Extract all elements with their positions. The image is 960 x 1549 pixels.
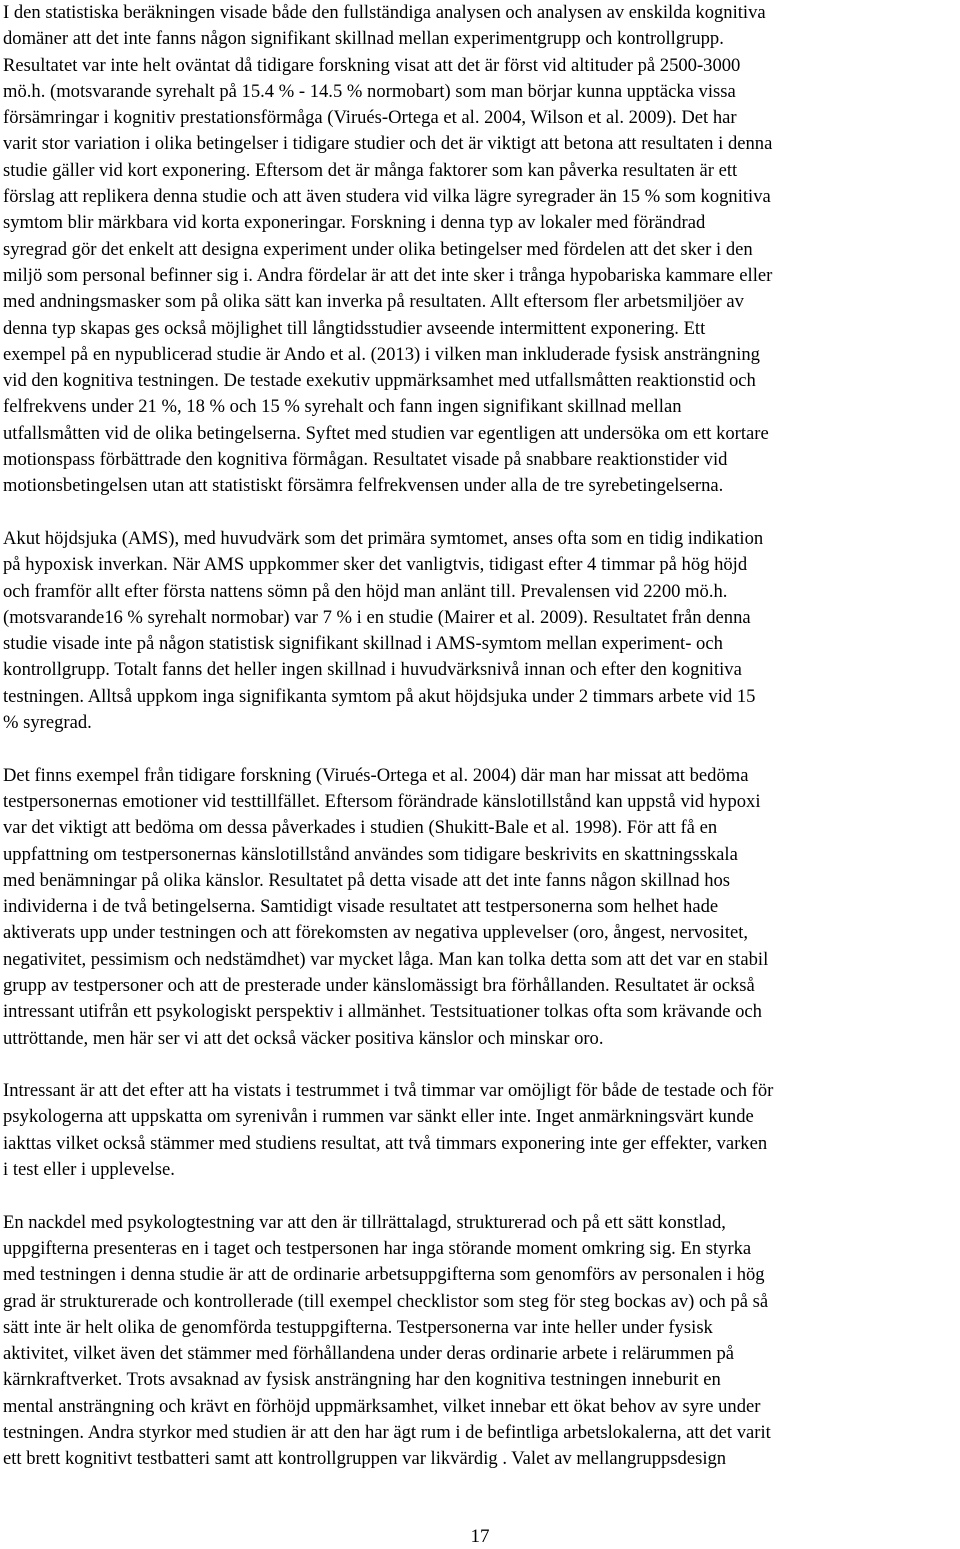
text-line: mental ansträngning och krävt en förhöjd uppmärksamhet, vilket innebar ett ökat behov av syre under bbox=[3, 1395, 761, 1417]
text-line: uttröttande, men här ser vi att det också väcker positiva känslor och minskar oro. bbox=[3, 1027, 604, 1049]
text-line: med testningen i denna studie är att de ordinarie arbetsuppgifterna som genomförs av personalen i hög bbox=[3, 1264, 765, 1286]
text-line: försämringar i kognitiv prestationsförmåga (Virués-Ortega et al. 2004, Wilson et al. 2009). Det har bbox=[3, 107, 737, 129]
text-line: i test eller i upplevelse. bbox=[3, 1159, 175, 1181]
paragraph bbox=[3, 1210, 957, 1473]
text-line: motionspass förbättrade den kognitiva förmågan. Resultatet visade på snabbare reaktionstider vid bbox=[3, 449, 728, 471]
text-line: denna typ skapas ges också möjlighet till långtidsstudier avseende intermittent exponering. Ett bbox=[3, 317, 706, 339]
text-line: Resultatet var inte helt oväntat då tidigare forskning visat att det är först vid altituder på 2500-3000 bbox=[3, 54, 741, 76]
text-line: studie gäller vid kort exponering. Eftersom det är många faktorer som kan påverka resultaten är ett bbox=[3, 159, 738, 181]
text-line: och framför allt efter första nattens sömn på den höjd man anlänt till. Prevalensen vid 2200 mö.h. bbox=[3, 580, 728, 602]
paragraph bbox=[3, 763, 957, 1052]
text-line: studie visade inte på någon statistisk signifikant skillnad i AMS-symtom mellan experiment- och bbox=[3, 633, 723, 655]
text-line: uppfattning om testpersonernas känslotillstånd användes som tidigare beskrivits en skattningsskala bbox=[3, 843, 738, 865]
text-line: negativitet, pessimism och nedstämdhet) var mycket låga. Man kan tolka detta som att det var en stabil bbox=[3, 948, 769, 970]
text-line: miljö som personal befinner sig i. Andra fördelar är att det inte sker i trånga hypobariska kammare eller bbox=[3, 264, 773, 286]
text-line: testningen. Alltså uppkom inga signifikanta symtom på akut höjdsjuka under 2 timmars arbete vid 15 bbox=[3, 685, 756, 707]
text-line: grupp av testpersoner och att de presterade under känslomässigt bra förhållanden. Resultatet är också bbox=[3, 974, 755, 996]
text-line: syregrad gör det enkelt att designa experiment under olika betingelser med fördelen att det sker i den bbox=[3, 238, 753, 260]
text-line: på hypoxisk inverkan. När AMS uppkommer sker det vanligtvis, tidigast efter 4 timmar på hög höjd bbox=[3, 554, 748, 576]
text-line: varit stor variation i olika betingelser i tidigare studier och det är viktigt att betona att resultaten i denna bbox=[3, 133, 773, 155]
text-line: felfrekvens under 21 %, 18 % och 15 % syrehalt och fann ingen signifikant skillnad mellan bbox=[3, 396, 682, 418]
text-line: testpersonernas emotioner vid testtillfället. Eftersom förändrade känslotillstånd kan uppstå vid hypoxi bbox=[3, 790, 761, 812]
text-line: individerna i de två betingelserna. Samtidigt visade resultatet att testpersonerna som helhet hade bbox=[3, 896, 719, 918]
page-number: 17 bbox=[470, 1526, 490, 1547]
text-line: Akut höjdsjuka (AMS), med huvudvärk som det primära symtomet, anses ofta som en tidig indikation bbox=[3, 527, 764, 549]
text-line: grad är strukturerade och kontrollerade (till exempel checklistor som steg för steg bockas av) och på så bbox=[3, 1290, 769, 1312]
text-line: intressant utifrån ett psykologiskt perspektiv i allmänhet. Testsituationer tolkas ofta som krävande och bbox=[3, 1001, 762, 1023]
text-line: (motsvarande16 % syrehalt normobar) var 7 % i en studie (Mairer et al. 2009). Resultatet från denna bbox=[3, 606, 751, 628]
text-line: % syregrad. bbox=[3, 712, 92, 734]
text-line: domäner att det inte fanns någon signifikant skillnad mellan experimentgrupp och kontrollgrupp. bbox=[3, 28, 724, 50]
text-line: iakttas vilket också stämmer med studiens resultat, att två timmars exponering inte ger effekter, varken bbox=[3, 1132, 768, 1154]
text-line: mö.h. (motsvarande syrehalt på 15.4 % - 14.5 % normobart) som man börjar kunna upptäcka vissa bbox=[3, 80, 736, 102]
text-line: med andningsmasker som på olika sätt kan inverka på resultaten. Allt eftersom fler arbetsmiljöer av bbox=[3, 291, 744, 313]
text-line: förslag att replikera denna studie och att även studera vid vilka lägre syregrader än 15 % som kognitiva bbox=[3, 186, 771, 208]
text-line: aktivitet, vilket även det stämmer med förhållandena under deras ordinarie arbete i relärummen på bbox=[3, 1343, 735, 1365]
text-line: kärnkraftverket. Trots avsaknad av fysisk ansträngning har den kognitiva testningen inneburit en bbox=[3, 1369, 721, 1391]
text-line: uppgifterna presenteras en i taget och testpersonen har inga störande moment omkring sig. En styrka bbox=[3, 1237, 752, 1259]
text-line: motionsbetingelsen utan att statistiskt försämra felfrekvensen under alla de tre syrebetingelserna. bbox=[3, 475, 724, 497]
text-line: psykologerna att uppskatta om syrenivån i rummen var sänkt eller inte. Inget anmärkningsvärt kunde bbox=[3, 1106, 754, 1128]
text-line: En nackdel med psykologtestning var att den är tillrättalagd, strukturerad och på ett sätt konstlad, bbox=[3, 1211, 726, 1233]
text-line: aktiverats upp under testningen och att förekomsten av negativa upplevelser (oro, ångest, nervositet, bbox=[3, 922, 749, 944]
text-line: testningen. Andra styrkor med studien är att den har ägt rum i de befintliga arbetslokalerna, att det varit bbox=[3, 1422, 771, 1444]
body-text bbox=[3, 0, 957, 1473]
paragraph bbox=[3, 0, 957, 500]
text-line: med benämningar på olika känslor. Resultatet på detta visade att det inte fanns någon skillnad hos bbox=[3, 869, 731, 891]
text-line: sätt inte är helt olika de genomförda testuppgifterna. Testpersonerna var inte heller under fysisk bbox=[3, 1316, 713, 1338]
text-line: vid den kognitiva testningen. De testade exekutiv uppmärksamhet med utfallsmåtten reaktionstid och bbox=[3, 370, 756, 392]
text-line: kontrollgrupp. Totalt fanns det heller ingen skillnad i huvudvärksnivå innan och efter den kognitiva bbox=[3, 659, 742, 681]
paragraph bbox=[3, 1078, 957, 1183]
text-line: exempel på en nypublicerad studie är Ando et al. (2013) i vilken man inkluderade fysisk ansträngning bbox=[3, 343, 760, 365]
text-line: I den statistiska beräkningen visade både den fullständiga analysen och analysen av enskilda kognitiva bbox=[3, 2, 766, 23]
text-line: Intressant är att det efter att ha vistats i testrummet i två timmar var omöjligt för både de testade och för bbox=[3, 1080, 774, 1102]
text-line: Det finns exempel från tidigare forskning (Virués-Ortega et al. 2004) där man har missat att bedöma bbox=[3, 764, 749, 786]
text-line: utfallsmåtten vid de olika betingelserna. Syftet med studien var egentligen att undersöka om ett kortare bbox=[3, 422, 769, 444]
text-line: symtom blir märkbara vid korta exponeringar. Forskning i denna typ av lokaler med förändrad bbox=[3, 212, 706, 234]
text-line: ett brett kognitivt testbatteri samt att kontrollgruppen var likvärdig . Valet av mellangruppsdesign bbox=[3, 1448, 727, 1470]
paragraph bbox=[3, 526, 957, 736]
text-line: var det viktigt att bedöma om dessa påverkades i studien (Shukitt-Bale et al. 1998). För att få en bbox=[3, 817, 718, 839]
